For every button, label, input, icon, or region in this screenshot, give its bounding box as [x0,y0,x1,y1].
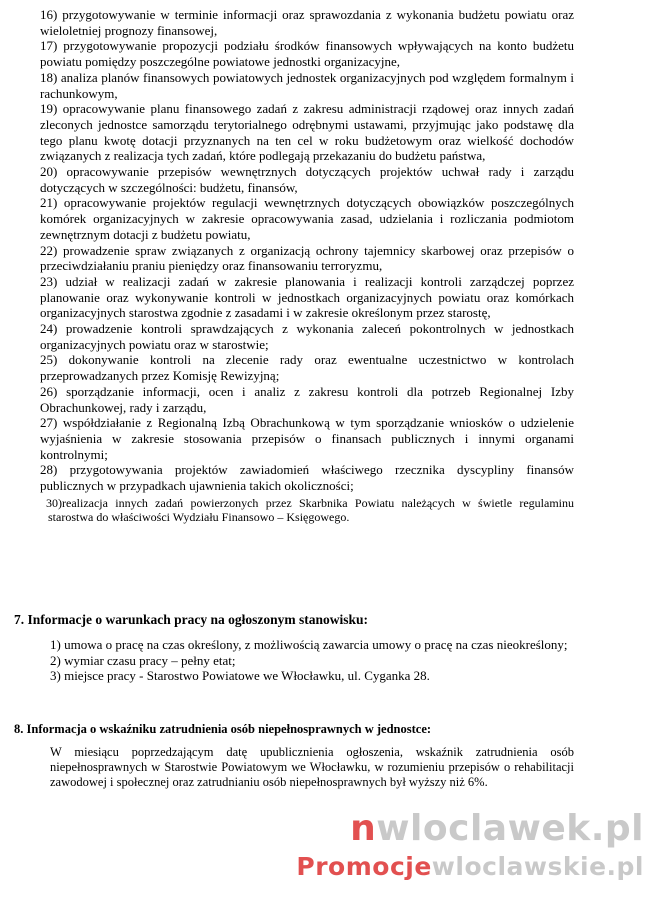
section-8-text: W miesiącu poprzedzającym datę upublicznienia ogłoszenia, wskaźnik zatrudnienia osób niepełnosprawnych w Starostwie Powiatowym we Włocławku, w rozumieniu przepisów o rehabilitacji zawodowej i społecznej oraz zatrudnianiu osób niepełnosprawnych był wyższy niż 6%. [50,745,574,790]
watermark-promocje [296,852,644,881]
list-item: 3) miejsce pracy - Starostwo Powiatowe we Włocławku, ul. Cyganka 28. [50,668,430,684]
duty-item: 22) prowadzenie spraw związanych z organizacją ochrony tajemnicy skarbowej oraz przepisów o przeciwdziałaniu praniu pieniędzy oraz finansowaniu terroryzmu, [40,242,574,274]
duty-item: 24) prowadzenie kontroli sprawdzających z wykonania zaleceń pokontrolnych w jednostkach organizacyjnych powiatu oraz w starostwie; [40,321,574,352]
watermark-part: Promocje [296,852,432,881]
duty-item: 25) dokonywanie kontroli na zlecenie rady oraz ewentualne uczestnictwo w kontrolach przeprowadzanych przez Komisję Rewizyjną; [40,352,574,384]
watermark-part: wloclawskie.pl [431,852,644,881]
section-7-heading: 7. Informacje o warunkach pracy na ogłoszonym stanowisku: [14,612,369,627]
list-item: 2) wymiar czasu pracy – pełny etat; [50,652,236,668]
section-8-heading: 8. Informacja o wskaźniku zatrudnienia osób niepełnosprawnych w jednostce: [14,722,432,736]
watermark-nwloclawek [350,808,644,849]
duty-item: 28) przygotowywania projektów zawiadomień właściwego rzecznika dyscypliny finansów publicznych w przypadkach ujawnienia takich okoliczności; [40,462,574,494]
duty-item: 20) opracowywanie przepisów wewnętrznych dotyczących projektów uchwał rady i zarządu dotyczących w szczególności: budżetu, finansów, [40,164,574,195]
watermark-part: n [350,808,377,849]
duty-item: 30)realizacja innych zadań powierzonych przez Skarbnika Powiatu należących w świetle regulaminu starostwa do właściwości Wydziału Finansowo – Księgowego. [46,495,574,524]
watermark-part: wloclawek.pl [376,808,644,849]
duty-item: 19) opracowywanie planu finansowego zadań z zakresu administracji rządowej oraz innych zadań zleconych jednostce samorządu terytorialnego odrębnymi ustawami, przyjmując jako podstawę dla tego planu kwotę dotacji przyznanych na ten cel w roku budżetowym oraz wielkość dochodów związanych z realizacja tych zadań, które podlegają przekazaniu do budżetu państwa, [40,101,574,164]
duty-item: 17) przygotowywanie propozycji podziału środków finansowych wpływających na konto budżetu powiatu pomiędzy poszczególne powiatowe jednostki organizacyjne, [40,38,574,70]
list-item: 1) umowa o pracę na czas określony, z możliwością zawarcia umowy o pracę na czas nieokreślony; [50,637,568,652]
duties-list [40,7,574,524]
duty-item: 26) sporządzanie informacji, ocen i analiz z zakresu kontroli dla potrzeb Regionalnej Izby Obrachunkowej, rady i zarządu, [40,383,574,415]
duty-item: 16) przygotowywanie w terminie informacji oraz sprawozdania z wykonania budżetu powiatu oraz wieloletniej prognozy finansowej, [40,7,574,38]
duty-item: 23) udział w realizacji zadań w zakresie planowania i realizacji kontroli zarządczej poprzez planowanie oraz wykonywanie kontroli w jednostkach organizacyjnych powiatu oraz komórkach organizacyjnych starostwa zgodnie z zasadami i w zakresie określonym przez starostę, [40,273,574,321]
duty-item: 18) analiza planów finansowych powiatowych jednostek organizacyjnych pod względem formalnym i rachunkowym, [40,69,574,101]
duty-item: 27) współdziałanie z Regionalną Izbą Obrachunkową w tym sporządzanie wniosków o udzielenie wyjaśnienia w zakresie stosowania przepisów o finansach publicznych i innymi organami kontrolnymi; [40,415,574,462]
work-conditions-list [50,637,574,684]
duty-item: 21) opracowywanie projektów regulacji wewnętrznych dotyczących obowiązków poszczególnych komórek organizacyjnych w zakresie opracowywania zasad, udzielania i rozliczania podmiotom zewnętrznym dotacji z budżetu powiatu, [40,195,574,242]
